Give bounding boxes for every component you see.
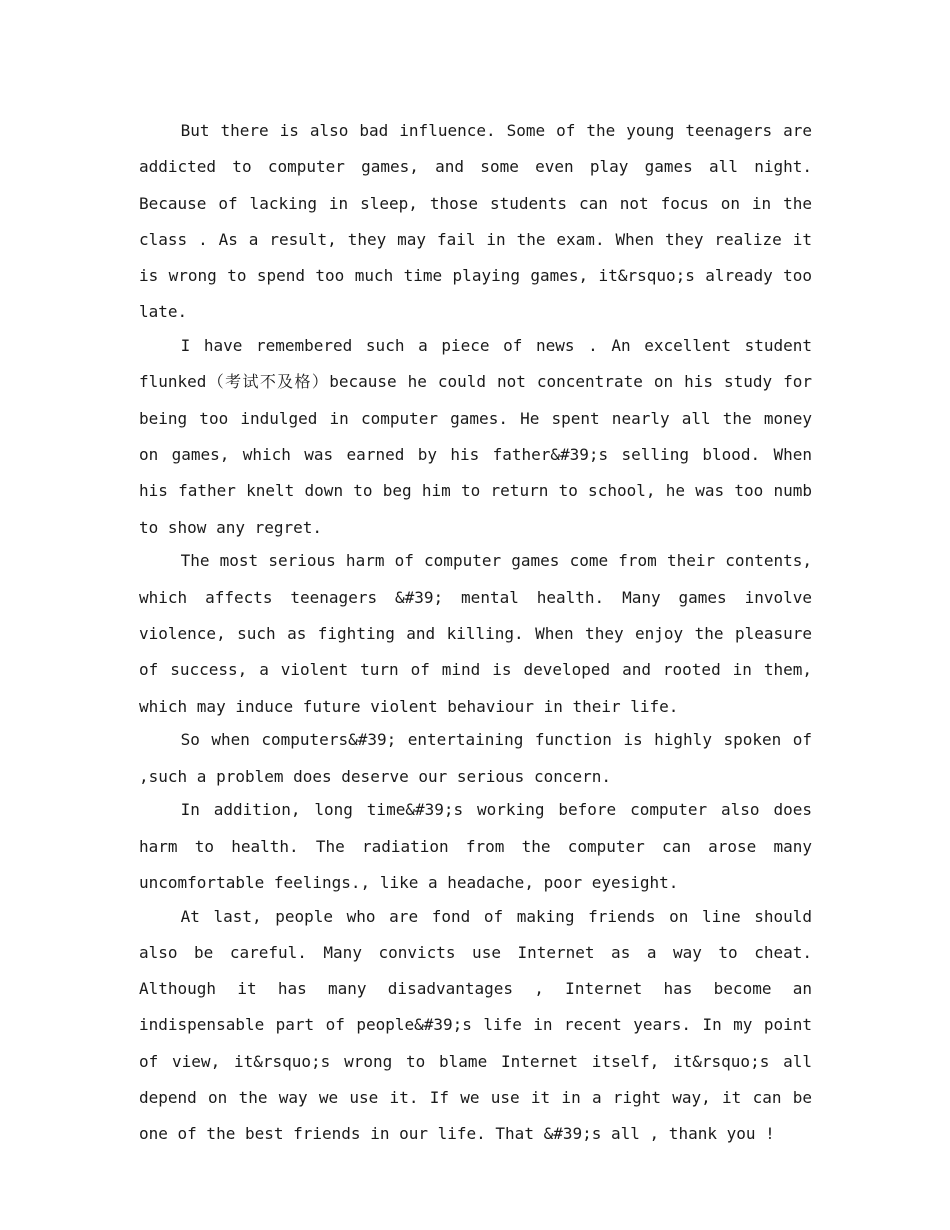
paragraph-conclusion: At last, people who are fond of making friends on line should also be careful. Many convicts use Internet as a way to cheat. Although it has many disadvantages , Internet has become an indispensable part of people&#39;s life in recent years. In my point of view, it&rsquo;s wrong to blame Internet itself, it&rsquo;s all depend on the way we use it. If we use it in a right way, it can be one of the best friends in our life. That &#39;s all , thank you ! <box>139 906 812 1144</box>
paragraph-bad-influence: But there is also bad influence. Some of the young teenagers are addicted to computer games, and some even play games all night. Because of lacking in sleep, those students can not focus on in the class . As a result, they may fail in the exam. When they realize it is wrong to spend too much time playing games, it&rsquo;s already too late. <box>139 121 812 322</box>
document-page <box>139 113 812 1153</box>
paragraph-health: In addition, long time&#39;s working before computer also does harm to health. The radiation from the computer can arose many uncomfortable feelings., like a headache, poor eyesight. <box>139 800 812 892</box>
paragraph-news-story: I have remembered such a piece of news . An excellent student flunked（考试不及格）because he could not concentrate on his study for being too indulged in computer games. He spent nearly all the money on games, which was earned by his father&#39;s selling blood. When his father knelt down to beg him to return to school, he was too numb to show any regret. <box>139 336 812 537</box>
paragraph-serious-concern: So when computers&#39; entertaining function is highly spoken of ,such a problem does deserve our serious concern. <box>139 730 812 786</box>
paragraph-game-contents: The most serious harm of computer games come from their contents, which affects teenagers &#39; mental health. Many games involve violence, such as fighting and killing. When they enjoy the pleasure of success, a violent turn of mind is developed and rooted in them, which may induce future violent behaviour in their life. <box>139 551 812 716</box>
